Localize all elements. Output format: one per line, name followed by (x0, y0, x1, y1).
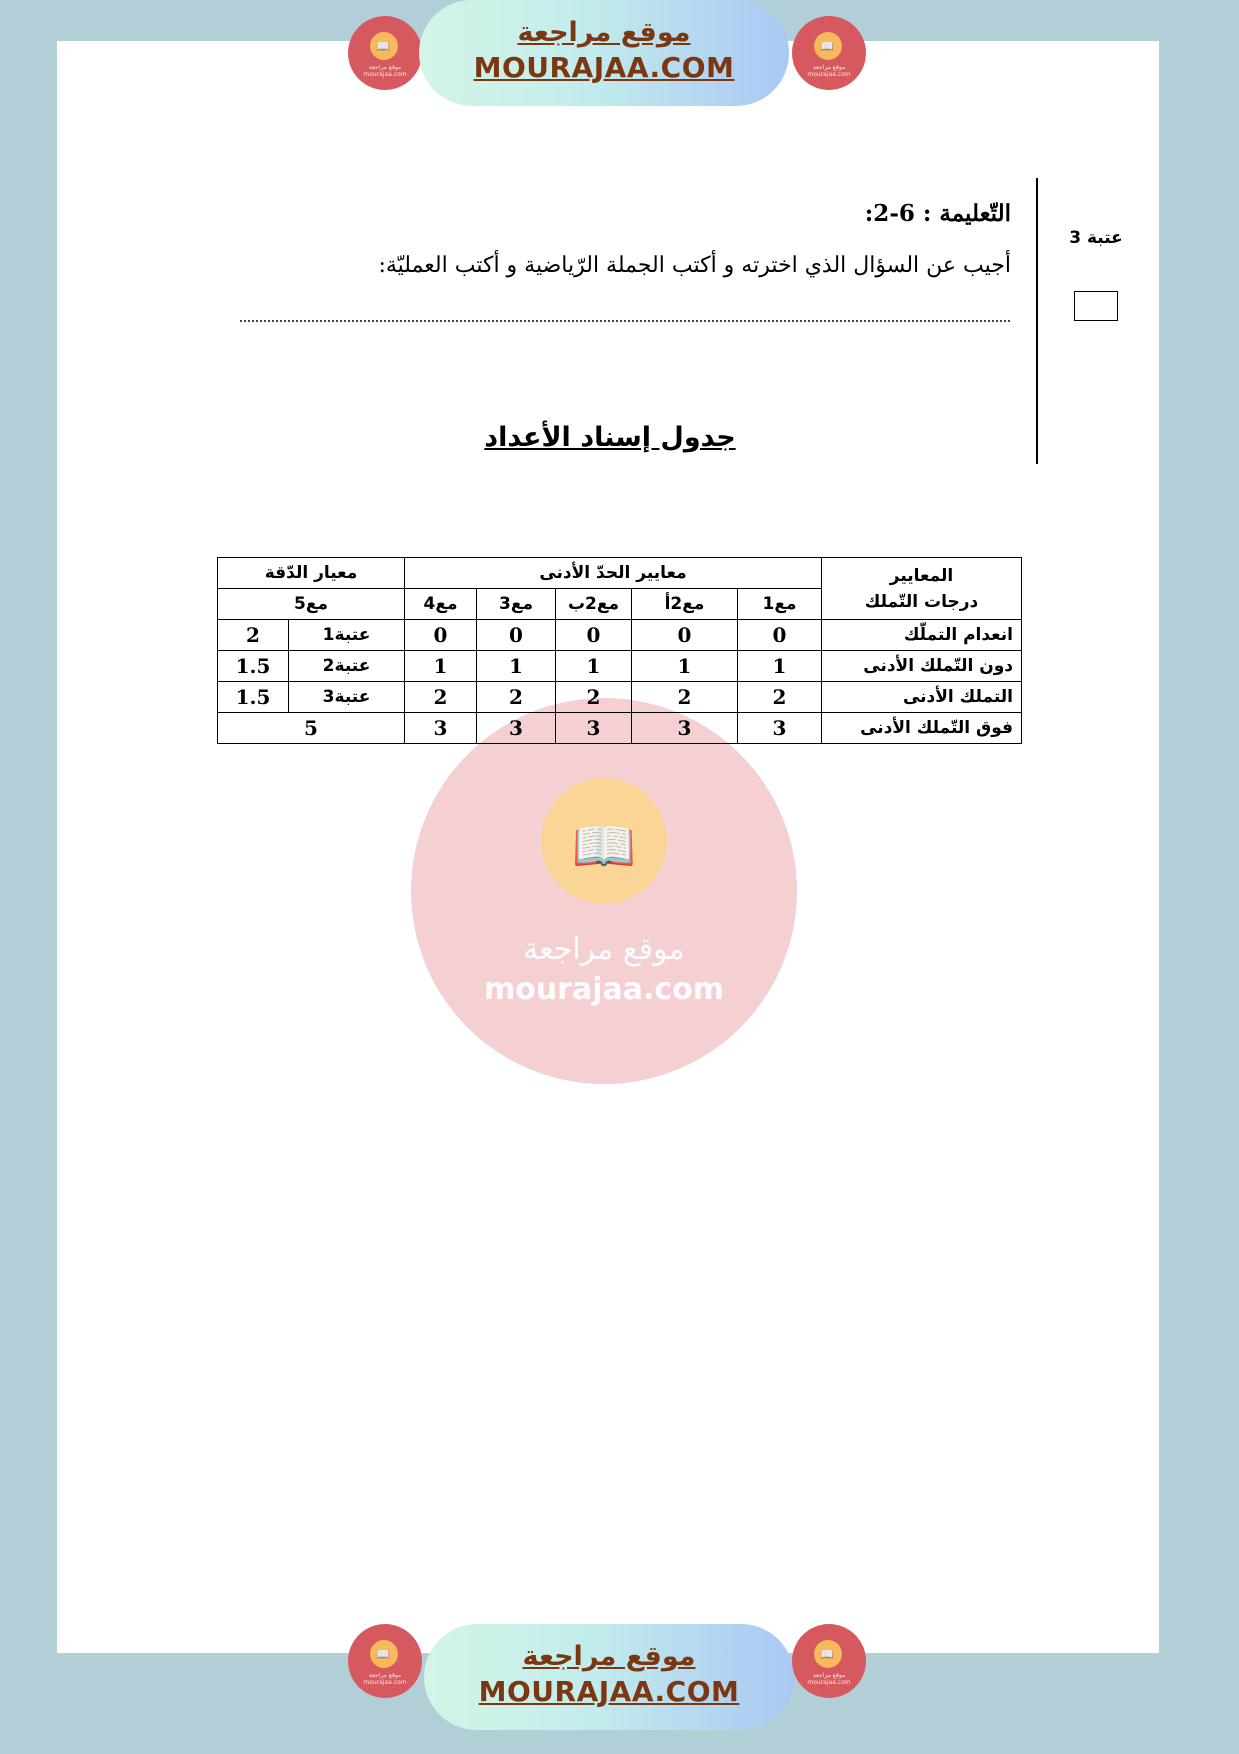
threshold-cell: عتبة2 (289, 651, 405, 682)
score-cell: 1 (405, 651, 477, 682)
criteria-header: المعايير (889, 565, 954, 586)
score-box (1074, 291, 1118, 321)
logo-badge-top-right (792, 16, 866, 90)
score-cell: 0 (738, 620, 822, 651)
degrees-header: درجات التّملك (864, 591, 979, 612)
precision-score-cell: 1.5 (218, 651, 289, 682)
precision-score-cell: 1.5 (218, 682, 289, 713)
column-header: مع2ب (556, 589, 632, 620)
column-header: مع4 (405, 589, 477, 620)
watermark-arabic: موقع مراجعة (523, 932, 685, 967)
score-cell: 3 (405, 713, 477, 744)
threshold-cell: عتبة3 (289, 682, 405, 713)
score-cell: 2 (405, 682, 477, 713)
badge-caption: موقع مراجعة mourajaa.com (807, 1672, 851, 1686)
score-cell: 1 (632, 651, 738, 682)
row-label: انعدام التملّك (822, 620, 1022, 651)
score-cell: 1 (738, 651, 822, 682)
badge-caption: موقع مراجعة mourajaa.com (363, 1672, 407, 1686)
row-label: دون التّملك الأدنى (822, 651, 1022, 682)
logo-badge-bottom-left (348, 1624, 422, 1698)
site-banner-bottom[interactable] (424, 1624, 794, 1730)
banner-arabic: موقع مراجعة (517, 17, 691, 48)
score-cell: 3 (738, 713, 822, 744)
column-header: مع5 (218, 589, 405, 620)
margin-divider (1036, 178, 1038, 464)
open-book-icon: 📖 (571, 817, 637, 877)
answer-dotted-line[interactable] (240, 320, 1010, 322)
watermark (411, 698, 797, 1084)
score-cell: 2 (738, 682, 822, 713)
score-cell: 0 (405, 620, 477, 651)
column-header: مع3 (477, 589, 556, 620)
book-icon: 📖 (820, 1648, 834, 1661)
score-cell: 2 (477, 682, 556, 713)
score-cell: 1 (556, 651, 632, 682)
banner-latin: MOURAJAA.COM (478, 1675, 740, 1708)
score-cell: 2 (632, 682, 738, 713)
score-cell: 0 (477, 620, 556, 651)
criteria-header-cell (822, 558, 1022, 620)
grading-table (217, 557, 1022, 744)
instruction-text: أجيب عن السؤال الذي اخترته و أكتب الجملة الرّياضية و أكتب العمليّة: (378, 253, 1011, 278)
grading-table-heading: جدول إسناد الأعداد (484, 422, 736, 453)
watermark-latin: mourajaa.com (483, 972, 725, 1007)
level-label: عتبة 3 (1069, 228, 1123, 248)
badge-caption: موقع مراجعة mourajaa.com (363, 64, 407, 78)
score-cell: 2 (556, 682, 632, 713)
row-label: فوق التّملك الأدنى (822, 713, 1022, 744)
column-header: مع2أ (632, 589, 738, 620)
table-header-row (218, 558, 1022, 589)
column-header: مع1 (738, 589, 822, 620)
threshold-cell: عتبة1 (289, 620, 405, 651)
score-cell: 0 (556, 620, 632, 651)
site-banner-top[interactable] (419, 0, 789, 106)
badge-caption: موقع مراجعة mourajaa.com (807, 64, 851, 78)
score-cell: 3 (632, 713, 738, 744)
row-label: التملك الأدنى (822, 682, 1022, 713)
banner-arabic: موقع مراجعة (522, 1641, 696, 1672)
precision-criteria-header: معيار الدّقة (218, 558, 405, 589)
score-cell: 0 (632, 620, 738, 651)
book-icon: 📖 (820, 40, 834, 53)
logo-badge-top-left (348, 16, 422, 90)
minimum-criteria-header: معايير الحدّ الأدنى (405, 558, 822, 589)
table-row (218, 713, 1022, 744)
score-cell: 3 (477, 713, 556, 744)
table-row (218, 620, 1022, 651)
table-row (218, 651, 1022, 682)
logo-badge-bottom-right (792, 1624, 866, 1698)
precision-total-cell: 5 (218, 713, 405, 744)
table-row (218, 682, 1022, 713)
book-icon: 📖 (376, 40, 390, 53)
score-cell: 1 (477, 651, 556, 682)
book-icon: 📖 (376, 1648, 390, 1661)
precision-score-cell: 2 (218, 620, 289, 651)
banner-latin: MOURAJAA.COM (473, 51, 735, 84)
instruction-title: التّعليمة : 6-2: (864, 200, 1011, 227)
score-cell: 3 (556, 713, 632, 744)
